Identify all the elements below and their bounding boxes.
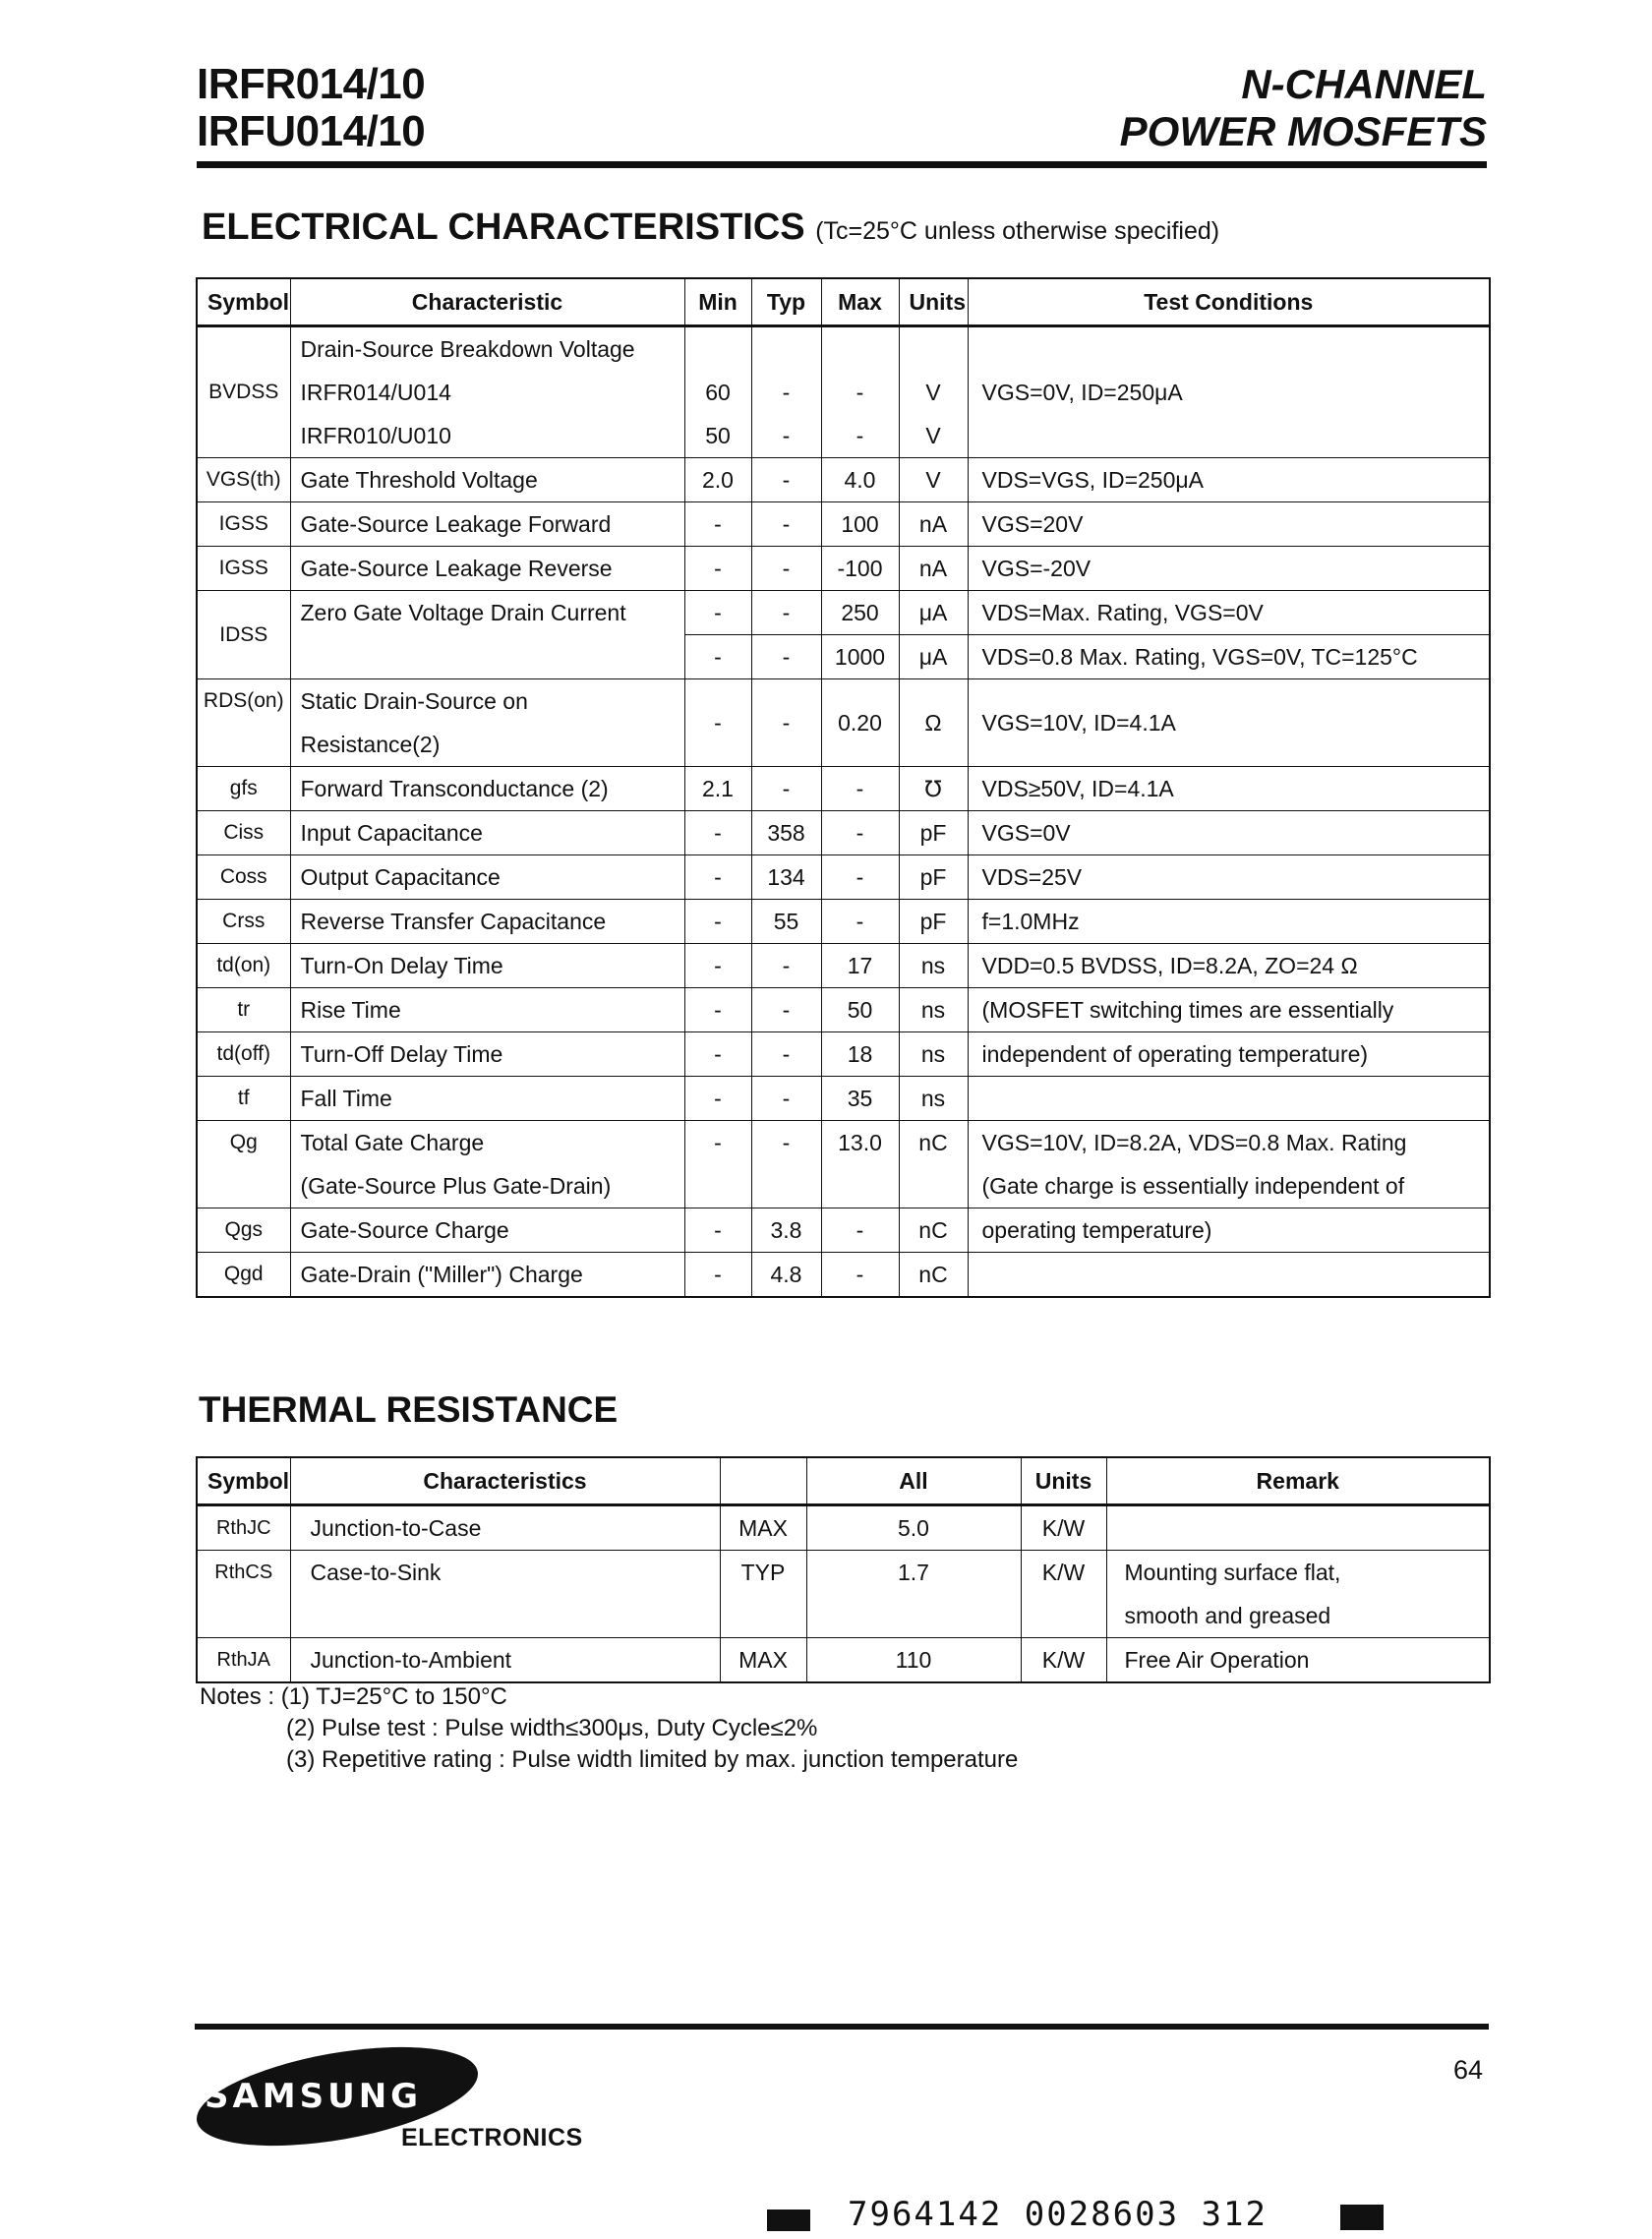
units-cell: ns (899, 944, 968, 988)
units-cell: Ω (899, 679, 968, 767)
symbol-cell: tr (197, 988, 290, 1032)
remark-cell (1106, 1505, 1490, 1551)
typ-cell: - (751, 1121, 821, 1208)
units-cell: ns (899, 988, 968, 1032)
symbol-cell: gfs (197, 767, 290, 811)
max-cell: - (821, 900, 899, 944)
units-cell: K/W (1021, 1638, 1106, 1683)
part-numbers (197, 61, 425, 155)
max-cell: 0.20 (821, 679, 899, 767)
max-cell: - (821, 811, 899, 855)
type-cell: MAX (720, 1505, 806, 1551)
footer-rule (195, 2024, 1489, 2030)
table-row (197, 1032, 1490, 1077)
symbol-cell: BVDSS (197, 326, 290, 458)
col-units: Units (899, 278, 968, 326)
characteristic-cell: Output Capacitance (290, 855, 684, 900)
barcode-bar-right (1340, 2205, 1384, 2230)
min-cell: - (684, 855, 751, 900)
category-line2: POWER MOSFETS (1119, 108, 1487, 154)
note-1: Notes : (1) TJ=25°C to 150°C (200, 1683, 507, 1710)
max-cell: 1000 (821, 635, 899, 679)
table-row (197, 1505, 1490, 1551)
symbol-cell: Qgs (197, 1208, 290, 1253)
max-cell: - (821, 1253, 899, 1298)
typ-cell: - (751, 635, 821, 679)
typ-cell: 134 (751, 855, 821, 900)
condition-cell: VDS=Max. Rating, VGS=0V (968, 591, 1490, 635)
max-cell: - (821, 414, 899, 458)
table-row (197, 1638, 1490, 1683)
electrical-condition: (Tc=25°C unless otherwise specified) (815, 217, 1220, 245)
symbol-cell: RthCS (197, 1551, 290, 1638)
characteristic-cell: (Gate-Source Plus Gate-Drain) (290, 1164, 684, 1208)
max-cell: 4.0 (821, 458, 899, 502)
note-2: (2) Pulse test : Pulse width≤300μs, Duty Cycle≤2% (286, 1715, 818, 1741)
max-cell: -100 (821, 547, 899, 591)
min-cell: - (684, 1253, 751, 1298)
symbol-cell: Ciss (197, 811, 290, 855)
symbol-cell: IDSS (197, 591, 290, 679)
typ-cell: - (751, 1032, 821, 1077)
value-cell: 5.0 (806, 1505, 1021, 1551)
condition-cell: (MOSFET switching times are essentially (968, 988, 1490, 1032)
table-row (197, 458, 1490, 502)
symbol-cell: td(off) (197, 1032, 290, 1077)
symbol-cell: RthJA (197, 1638, 290, 1683)
units-cell: pF (899, 855, 968, 900)
min-cell: - (684, 547, 751, 591)
units-cell: nA (899, 502, 968, 547)
characteristic-cell: Gate-Source Leakage Reverse (290, 547, 684, 591)
units-cell: nC (899, 1253, 968, 1298)
condition-cell: f=1.0MHz (968, 900, 1490, 944)
table-row (197, 811, 1490, 855)
max-cell: 100 (821, 502, 899, 547)
condition-cell: (Gate charge is essentially independent of (968, 1164, 1490, 1208)
typ-cell: - (751, 547, 821, 591)
table-header-row (197, 1457, 1490, 1505)
value-cell: 1.7 (806, 1551, 1021, 1638)
remark-cell: smooth and greased (1106, 1594, 1490, 1638)
typ-cell: - (751, 502, 821, 547)
typ-cell: - (751, 988, 821, 1032)
min-cell: - (684, 1208, 751, 1253)
units-cell: ns (899, 1032, 968, 1077)
category-line1: N-CHANNEL (1241, 61, 1487, 107)
symbol-cell: Coss (197, 855, 290, 900)
max-cell: 50 (821, 988, 899, 1032)
units-cell: μA (899, 591, 968, 635)
characteristic-cell: Junction-to-Case (290, 1505, 720, 1551)
table-row (197, 1551, 1490, 1595)
division-label: ELECTRONICS (401, 2124, 583, 2151)
typ-cell: 3.8 (751, 1208, 821, 1253)
condition-cell: VDS=0.8 Max. Rating, VGS=0V, TC=125°C (968, 635, 1490, 679)
table-row (197, 547, 1490, 591)
condition-cell: VGS=0V, ID=250μA (968, 326, 1490, 458)
characteristic-cell: Static Drain-Source on (290, 679, 684, 724)
max-cell: 250 (821, 591, 899, 635)
remark-cell: Mounting surface flat, (1106, 1551, 1490, 1595)
electrical-title: ELECTRICAL CHARACTERISTICS (202, 206, 805, 248)
min-cell: - (684, 591, 751, 635)
typ-cell: - (751, 679, 821, 767)
table-row (197, 900, 1490, 944)
table-row (197, 855, 1490, 900)
characteristic-cell: Drain-Source Breakdown Voltage (290, 326, 684, 372)
col-units: Units (1021, 1457, 1106, 1505)
characteristic-cell: Junction-to-Ambient (290, 1638, 720, 1683)
symbol-cell: IGSS (197, 547, 290, 591)
units-cell: pF (899, 811, 968, 855)
part-number-line1: IRFR014/10 (197, 60, 426, 108)
col-test-conditions: Test Conditions (968, 278, 1490, 326)
logo-text: SAMSUNG (205, 2077, 423, 2116)
col-min: Min (684, 278, 751, 326)
max-cell: 13.0 (821, 1121, 899, 1208)
units-cell: K/W (1021, 1551, 1106, 1638)
table-row (197, 1208, 1490, 1253)
typ-cell: 358 (751, 811, 821, 855)
condition-cell: VDS=VGS, ID=250μA (968, 458, 1490, 502)
max-cell: - (821, 371, 899, 414)
units-cell: K/W (1021, 1505, 1106, 1551)
typ-cell: 4.8 (751, 1253, 821, 1298)
condition-cell: VDS=25V (968, 855, 1490, 900)
characteristic-cell: Gate Threshold Voltage (290, 458, 684, 502)
condition-cell: operating temperature) (968, 1208, 1490, 1253)
characteristic-cell: Resistance(2) (290, 723, 684, 767)
condition-cell: VGS=10V, ID=4.1A (968, 679, 1490, 767)
units-cell: nA (899, 547, 968, 591)
characteristic-cell: IRFR010/U010 (290, 414, 684, 458)
condition-cell: VGS=10V, ID=8.2A, VDS=0.8 Max. Rating (968, 1121, 1490, 1165)
min-cell: - (684, 1077, 751, 1121)
table-header-row (197, 278, 1490, 326)
table-row (197, 502, 1490, 547)
part-number-line2: IRFU014/10 (197, 107, 426, 155)
min-cell: - (684, 1121, 751, 1208)
characteristic-cell: Fall Time (290, 1077, 684, 1121)
units-cell: pF (899, 900, 968, 944)
characteristic-cell: Case-to-Sink (290, 1551, 720, 1638)
value-cell: 110 (806, 1638, 1021, 1683)
characteristic-cell: Total Gate Charge (290, 1121, 684, 1165)
type-cell: MAX (720, 1638, 806, 1683)
units-cell: V (899, 414, 968, 458)
symbol-cell: Qg (197, 1121, 290, 1208)
units-cell: μA (899, 635, 968, 679)
typ-cell: - (751, 944, 821, 988)
device-category (1120, 61, 1487, 155)
units-cell: ℧ (899, 767, 968, 811)
symbol-cell: Qgd (197, 1253, 290, 1298)
col-symbol: Symbol (197, 1457, 290, 1505)
electrical-section-title (202, 206, 1219, 249)
thermal-resistance-table (196, 1456, 1491, 1683)
col-typ: Typ (751, 278, 821, 326)
col-symbol: Symbol (197, 278, 290, 326)
characteristic-cell: Gate-Source Charge (290, 1208, 684, 1253)
min-cell: 60 (684, 371, 751, 414)
units-cell: nC (899, 1208, 968, 1253)
min-cell: 2.0 (684, 458, 751, 502)
typ-cell: - (751, 591, 821, 635)
characteristic-cell: Forward Transconductance (2) (290, 767, 684, 811)
min-cell: 2.1 (684, 767, 751, 811)
barcode-text: 7964142 0028603 312 (848, 2195, 1268, 2234)
table-row (197, 944, 1490, 988)
characteristic-cell: Gate-Drain ("Miller") Charge (290, 1253, 684, 1298)
min-cell: 50 (684, 414, 751, 458)
typ-cell: - (751, 371, 821, 414)
characteristic-cell: Input Capacitance (290, 811, 684, 855)
electrical-characteristics-table (196, 277, 1491, 1298)
min-cell: - (684, 635, 751, 679)
table-row (197, 1077, 1490, 1121)
table-row (197, 679, 1490, 724)
symbol-cell: VGS(th) (197, 458, 290, 502)
header-rule (197, 161, 1487, 168)
typ-cell: - (751, 458, 821, 502)
max-cell: 17 (821, 944, 899, 988)
page-number: 64 (1453, 2055, 1484, 2085)
col-remark: Remark (1106, 1457, 1490, 1505)
characteristic-cell: Gate-Source Leakage Forward (290, 502, 684, 547)
table-row (197, 1121, 1490, 1165)
symbol-cell: td(on) (197, 944, 290, 988)
symbol-cell: RthJC (197, 1505, 290, 1551)
max-cell: - (821, 1208, 899, 1253)
symbol-cell: IGSS (197, 502, 290, 547)
max-cell: - (821, 767, 899, 811)
col-all: All (806, 1457, 1021, 1505)
symbol-cell: RDS(on) (197, 679, 290, 767)
table-row (197, 1253, 1490, 1298)
condition-cell: VGS=0V (968, 811, 1490, 855)
col-type (720, 1457, 806, 1505)
type-cell: TYP (720, 1551, 806, 1638)
symbol-cell: Crss (197, 900, 290, 944)
characteristic-cell: Rise Time (290, 988, 684, 1032)
col-characteristics: Characteristics (290, 1457, 720, 1505)
barcode-bar-left (767, 2210, 810, 2231)
min-cell: - (684, 679, 751, 767)
min-cell: - (684, 502, 751, 547)
table-row (197, 767, 1490, 811)
col-max: Max (821, 278, 899, 326)
typ-cell: - (751, 414, 821, 458)
min-cell: - (684, 944, 751, 988)
condition-cell: VDS≥50V, ID=4.1A (968, 767, 1490, 811)
max-cell: 35 (821, 1077, 899, 1121)
condition-cell: independent of operating temperature) (968, 1032, 1490, 1077)
max-cell: - (821, 855, 899, 900)
table-row (197, 591, 1490, 635)
thermal-section-title: THERMAL RESISTANCE (199, 1389, 619, 1430)
condition-cell: VDD=0.5 BVDSS, ID=8.2A, ZO=24 Ω (968, 944, 1490, 988)
col-characteristic: Characteristic (290, 278, 684, 326)
remark-cell: Free Air Operation (1106, 1638, 1490, 1683)
characteristic-cell: Zero Gate Voltage Drain Current (290, 591, 684, 679)
typ-cell: 55 (751, 900, 821, 944)
note-3: (3) Repetitive rating : Pulse width limited by max. junction temperature (286, 1746, 1019, 1773)
characteristic-cell: Turn-Off Delay Time (290, 1032, 684, 1077)
typ-cell: - (751, 1077, 821, 1121)
units-cell: nC (899, 1121, 968, 1208)
symbol-cell: tf (197, 1077, 290, 1121)
min-cell: - (684, 811, 751, 855)
condition-cell: VGS=20V (968, 502, 1490, 547)
max-cell: 18 (821, 1032, 899, 1077)
typ-cell: - (751, 767, 821, 811)
characteristic-cell: IRFR014/U014 (290, 371, 684, 414)
units-cell: V (899, 458, 968, 502)
units-cell: ns (899, 1077, 968, 1121)
notes (200, 1681, 1018, 1776)
characteristic-cell: Reverse Transfer Capacitance (290, 900, 684, 944)
min-cell: - (684, 988, 751, 1032)
condition-cell: VGS=-20V (968, 547, 1490, 591)
characteristic-cell: Turn-On Delay Time (290, 944, 684, 988)
table-row (197, 988, 1490, 1032)
min-cell: - (684, 1032, 751, 1077)
table-row (197, 326, 1490, 372)
units-cell: V (899, 371, 968, 414)
min-cell: - (684, 900, 751, 944)
